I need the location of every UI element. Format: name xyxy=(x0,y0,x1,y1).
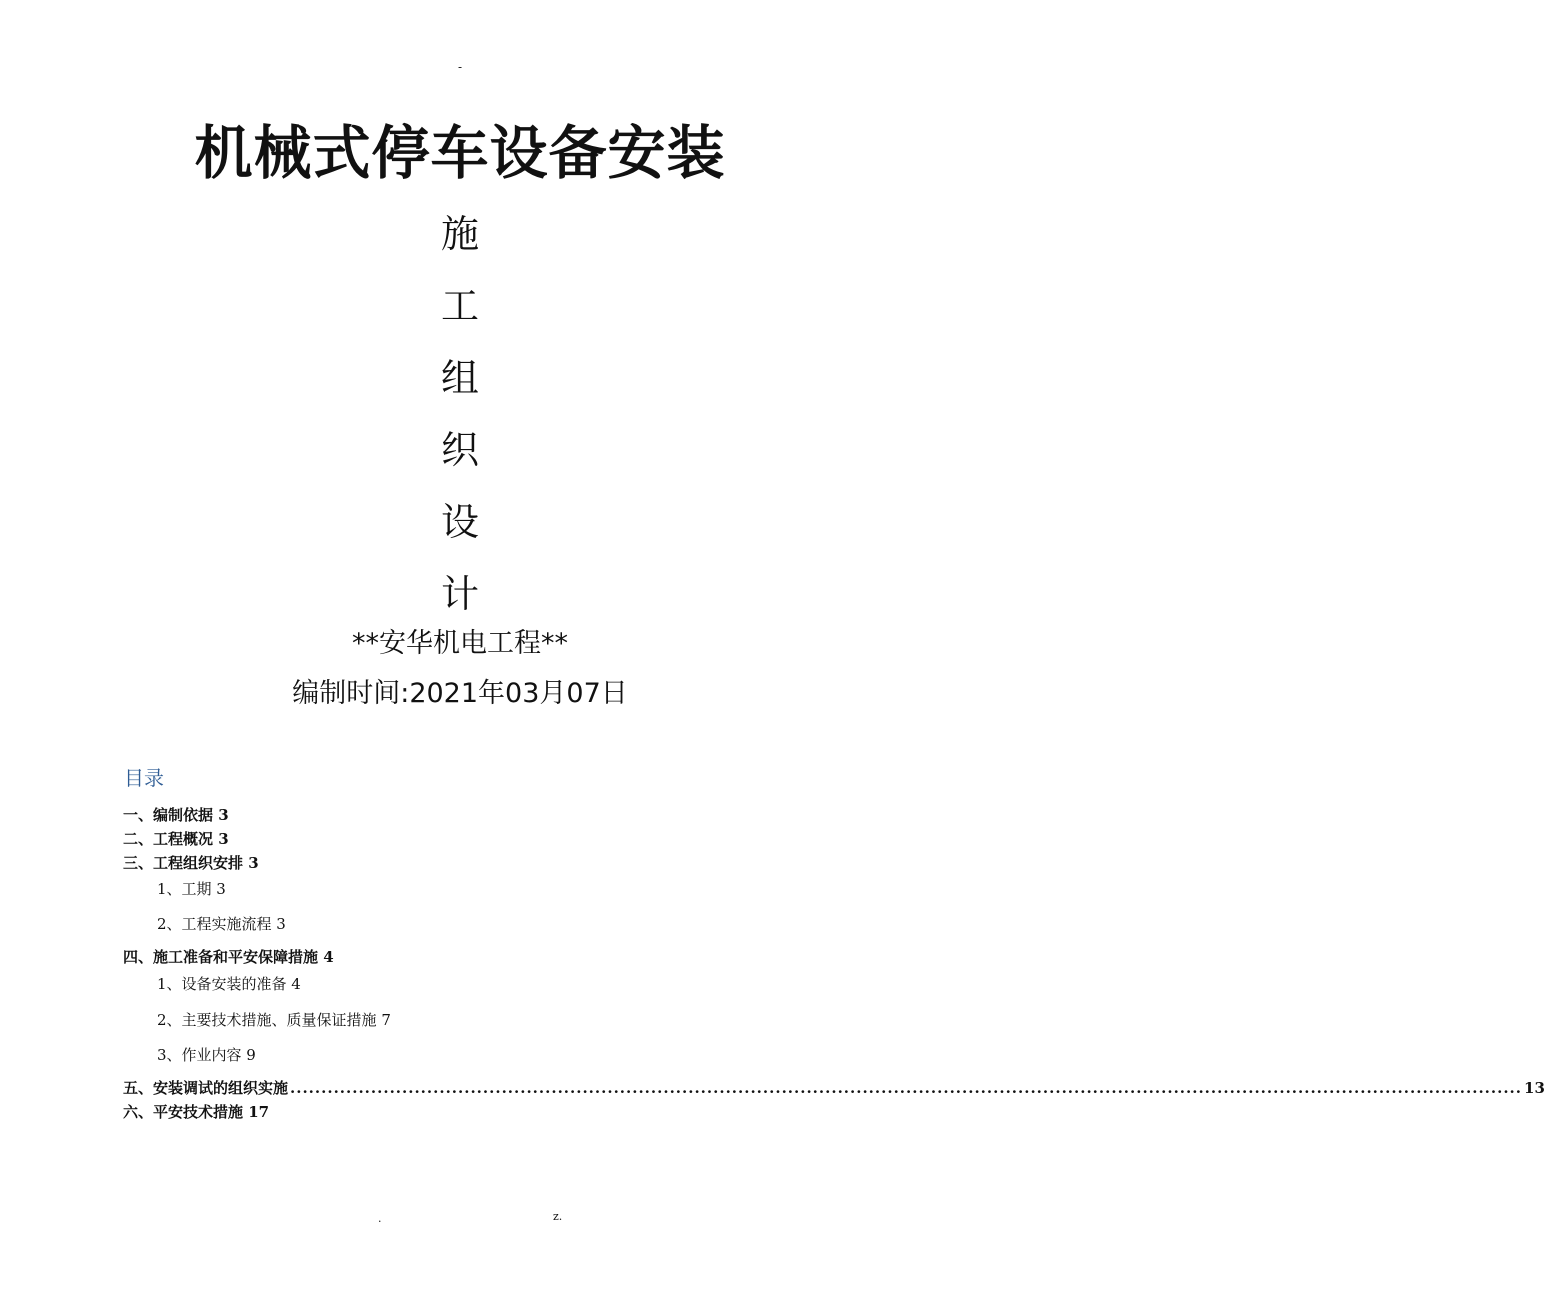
subtitle-char: 施 xyxy=(440,212,479,256)
toc-entry[interactable]: 三、工程组织安排 3 xyxy=(123,854,259,872)
toc-entry[interactable]: 一、编制依据 3 xyxy=(123,806,229,824)
subtitle-char: 工 xyxy=(440,284,479,328)
company-name: **安华机电工程** xyxy=(352,628,568,659)
toc-page-number: 13 xyxy=(1524,1079,1545,1097)
toc-subentry[interactable]: 1、设备安装的准备 4 xyxy=(157,975,301,993)
toc-subentry[interactable]: 2、工程实施流程 3 xyxy=(157,915,286,933)
subtitle-char: 设 xyxy=(440,500,479,544)
vertical-subtitle xyxy=(0,198,920,630)
subtitle-char: 计 xyxy=(440,572,479,616)
toc-subentry[interactable]: 1、工期 3 xyxy=(157,880,226,898)
footer-left-mark: . xyxy=(378,1212,382,1225)
subtitle-char: 组 xyxy=(440,356,479,400)
toc-subentry[interactable]: 2、主要技术措施、质量保证措施 7 xyxy=(157,1011,391,1029)
footer-right-mark: z. xyxy=(553,1210,563,1223)
document-title: 机械式停车设备安装 xyxy=(194,119,726,187)
toc-entry-label: 五、安装调试的组织实施 xyxy=(123,1079,289,1097)
compile-date: 编制时间:2021年03月07日 xyxy=(292,678,628,709)
toc-entry-dotted[interactable] xyxy=(123,1078,1545,1098)
subtitle-char: 织 xyxy=(440,428,479,472)
toc-entry[interactable]: 四、施工准备和平安保障措施 4 xyxy=(123,948,334,966)
header-mark: - xyxy=(457,60,463,74)
toc-heading: 目录 xyxy=(124,766,164,790)
dot-leader: ...................................................................................................................................................................................................... xyxy=(290,1079,1523,1097)
toc-entry[interactable]: 二、工程概况 3 xyxy=(123,830,229,848)
toc-subentry[interactable]: 3、作业内容 9 xyxy=(157,1046,256,1064)
toc-entry[interactable]: 六、平安技术措施 17 xyxy=(123,1103,270,1121)
